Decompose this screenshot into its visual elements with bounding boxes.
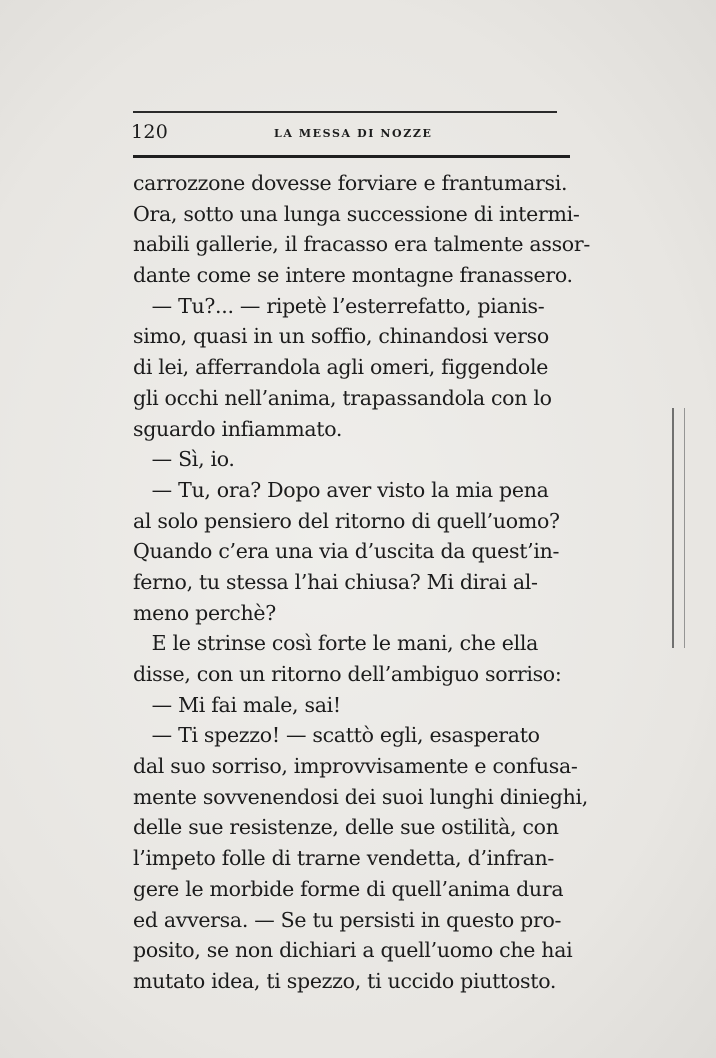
text-line: sguardo infiammato. <box>133 416 343 441</box>
text-line: mente sovvenendosi dei suoi lunghi dinieghi, <box>133 784 589 809</box>
text-line: Ora, sotto una lunga successione di intermi- <box>133 201 580 226</box>
page-edge-mark <box>672 408 685 648</box>
text-line: Quando c’era una via d’uscita da quest’in- <box>133 539 560 564</box>
text-line: E le strinse così forte le mani, che ella <box>133 631 539 656</box>
text-line: — Tu?... — ripetè l’esterrefatto, pianis- <box>133 293 545 318</box>
body-text <box>133 168 590 997</box>
text-line: al solo pensiero del ritorno di quell’uomo? <box>133 508 560 533</box>
text-line: — Tu, ora? Dopo aver visto la mia pena <box>133 477 549 502</box>
text-line: meno perchè? <box>133 600 276 625</box>
text-line: gere le morbide forme di quell’anima dura <box>133 876 564 901</box>
text-line: ed avversa. — Se tu persisti in questo pro- <box>133 907 562 932</box>
text-line: ferno, tu stessa l’hai chiusa? Mi dirai al- <box>133 569 538 594</box>
text-line: mutato idea, ti spezzo, ti uccido piuttosto. <box>133 968 557 993</box>
text-line: gli occhi nell’anima, trapassandola con lo <box>133 385 552 410</box>
text-line: di lei, afferrandola agli omeri, figgendole <box>133 355 549 380</box>
text-line: — Ti spezzo! — scattò egli, esasperato <box>133 723 540 748</box>
header-bottom-rule <box>133 155 570 158</box>
running-title: LA MESSA DI NOZZE <box>274 127 433 140</box>
text-line: delle sue resistenze, delle sue ostilità, con <box>133 815 559 840</box>
text-line: — Mi fai male, sai! <box>133 692 341 717</box>
text-line: dal suo sorriso, improvvisamente e confusa- <box>133 754 578 779</box>
text-line: carrozzone dovesse forviare e frantumarsi. <box>133 171 568 195</box>
header-top-rule <box>133 111 557 113</box>
text-line: dante come se intere montagne franassero. <box>133 263 573 288</box>
text-line: l’impeto folle di trarne vendetta, d’infran- <box>133 846 555 871</box>
text-line: disse, con un ritorno dell’ambiguo sorriso: <box>133 662 562 686</box>
text-line: posito, se non dichiari a quell’uomo che hai <box>133 938 573 963</box>
text-line: simo, quasi in un soffio, chinandosi verso <box>133 324 549 349</box>
text-line: nabili gallerie, il fracasso era talmente assor- <box>133 232 590 257</box>
text-line: — Sì, io. <box>133 447 235 472</box>
page-number: 120 <box>131 121 169 143</box>
